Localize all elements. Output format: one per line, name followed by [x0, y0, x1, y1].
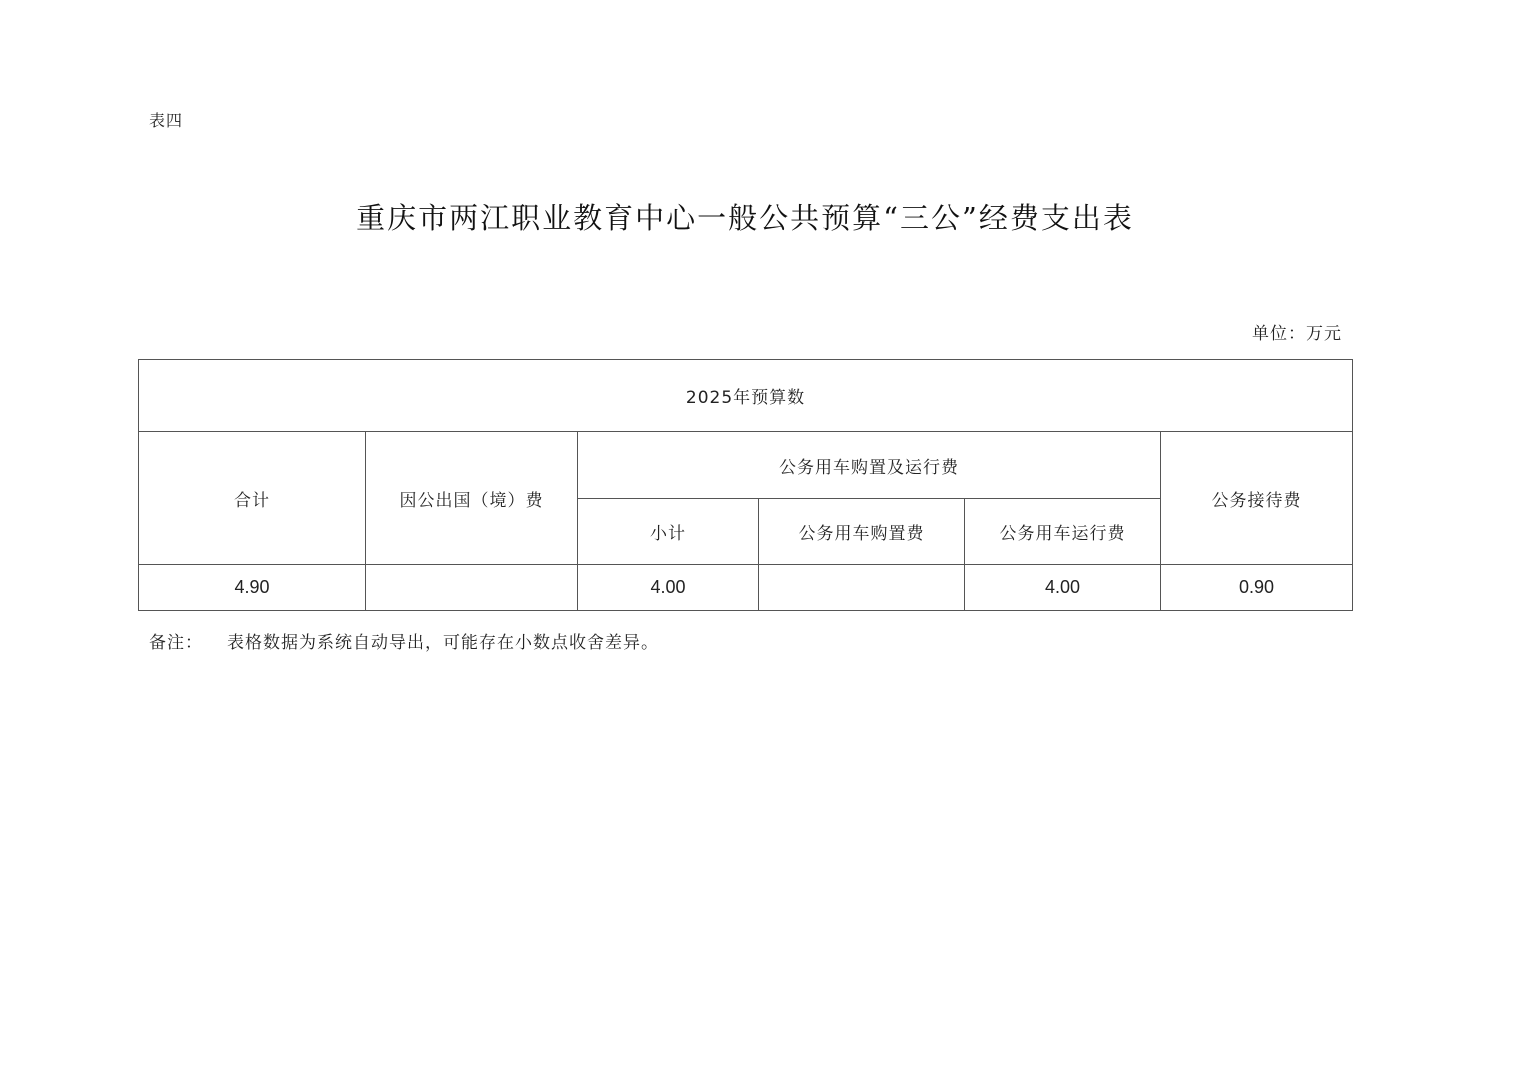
header-vehicle-group: 公务用车购置及运行费: [578, 432, 1161, 499]
header-overseas: 因公出国（境）费: [366, 432, 578, 565]
value-vehicle-purchase: [759, 565, 965, 611]
value-vehicle-operation: 4.00: [965, 565, 1161, 611]
value-reception: 0.90: [1161, 565, 1353, 611]
remark-note: [149, 628, 659, 653]
header-vehicle-operation: 公务用车运行费: [965, 499, 1161, 565]
header-reception: 公务接待费: [1161, 432, 1353, 565]
table-label: 表四: [149, 111, 184, 130]
value-vehicle-subtotal: 4.00: [578, 565, 759, 611]
budget-year-header: 2025年预算数: [139, 360, 1353, 432]
table-header-row: [139, 360, 1353, 432]
budget-table: [138, 359, 1353, 611]
header-vehicle-subtotal: 小计: [578, 499, 759, 565]
value-total: 4.90: [139, 565, 366, 611]
remark-label: 备注：: [149, 633, 203, 653]
table-row: [139, 565, 1353, 611]
header-total: 合计: [139, 432, 366, 565]
remark-text: 表格数据为系统自动导出，可能存在小数点收舍差异。: [227, 633, 659, 653]
table-header-row: [139, 432, 1353, 499]
value-overseas: [366, 565, 578, 611]
document-title: 重庆市两江职业教育中心一般公共预算“三公”经费支出表: [356, 201, 1134, 235]
unit-note: 单位：万元: [1252, 324, 1342, 344]
header-vehicle-purchase: 公务用车购置费: [759, 499, 965, 565]
